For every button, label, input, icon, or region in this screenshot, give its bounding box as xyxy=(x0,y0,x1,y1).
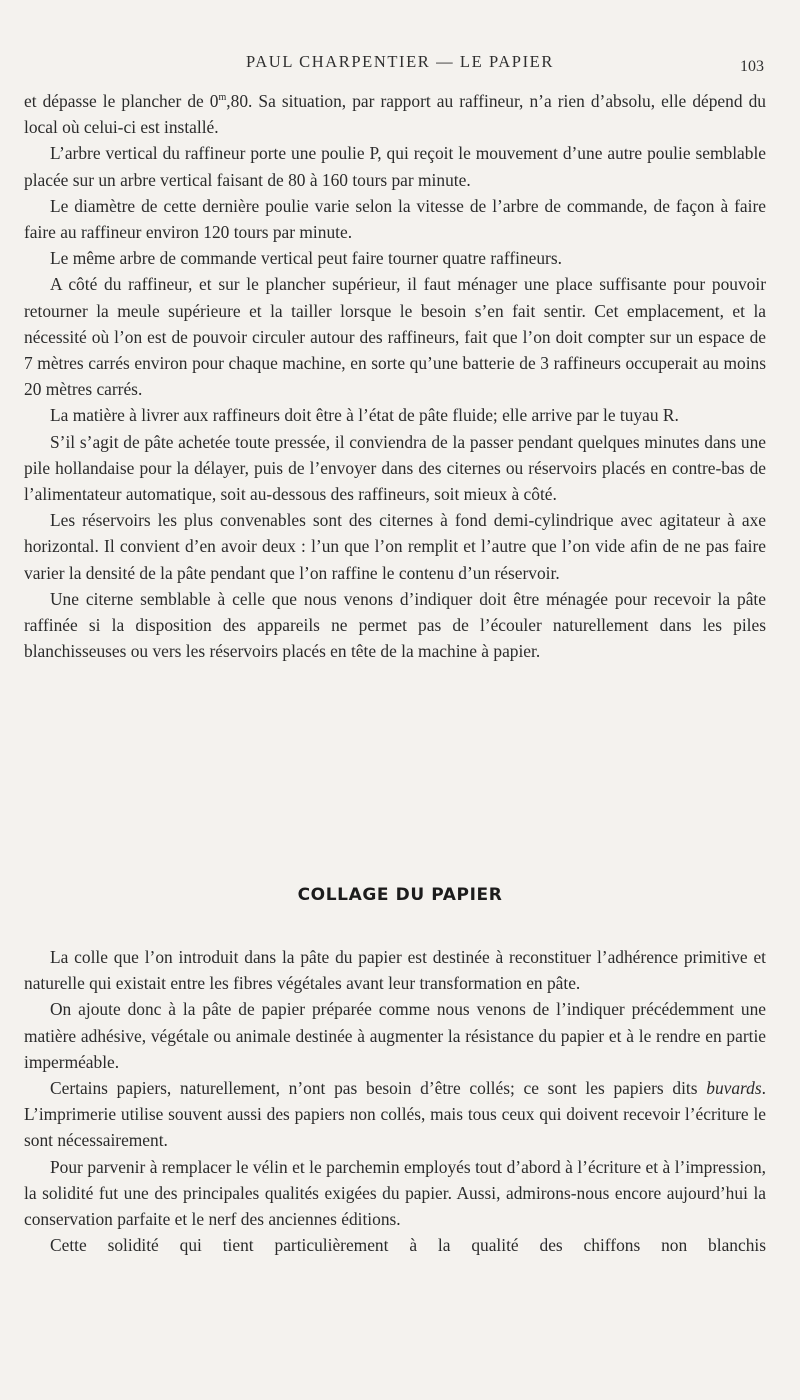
paragraph: A côté du raffineur, et sur le plancher supérieur, il faut ménager une place suffisante pour pouvoir retourner la meule supérieure et la tailler lorsque le besoin s’en fait sentir. Cet emplacement, et la nécessité où l’on est de pouvoir circuler autour des raffineurs, fait que l’on doit compter sur un espace de 7 mètres carrés environ pour chaque machine, en sorte qu’une batterie de 3 raffineurs occuperait au moins 20 mètres carrés. xyxy=(24,274,766,400)
paragraph: Cette solidité qui tient particulièrement à la qualité des chiffons non blanchis xyxy=(50,1235,766,1256)
paragraph: L’arbre vertical du raffineur porte une poulie P, qui reçoit le mouvement d’une autre poulie semblable placée sur un arbre vertical faisant de 80 à 160 tours par minute. xyxy=(24,143,766,190)
paragraph-text: ,80. Sa situation, par rapport au raffineur, n’a rien d’absolu, elle dépend du local où celui-ci est installé. xyxy=(24,91,766,138)
unit-superscript: m xyxy=(218,92,227,104)
paragraph: Les réservoirs les plus convenables sont des citernes à fond demi-cylindrique avec agitateur à axe horizontal. Il convient d’en avoir deux : l’un que l’on remplit et l’autre que l’on vide afin de ne pas faire varier la densité de la pâte pendant que l’on raffine le contenu d’un réservoir. xyxy=(24,510,766,583)
body-text-top xyxy=(24,88,766,664)
paragraph xyxy=(24,88,766,140)
paragraph: La matière à livrer aux raffineurs doit être à l’état de pâte fluide; elle arrive par le tuyau R. xyxy=(50,405,679,426)
paragraph-text: Certains papiers, naturellement, n’ont pas besoin d’être collés; ce sont les papiers dits xyxy=(50,1078,707,1099)
paragraph: Le diamètre de cette dernière poulie varie selon la vitesse de l’arbre de commande, de façon à faire faire au raffineur environ 120 tours par minute. xyxy=(24,195,766,243)
italic-term: buvards xyxy=(706,1078,762,1099)
paragraph: On ajoute donc à la pâte de papier préparée comme nous venons de l’indiquer précédemment une matière adhésive, végétale ou animale destinée à augmenter la résistance du papier et à le rendre en partie imperméable. xyxy=(24,999,766,1072)
page-header xyxy=(0,52,800,76)
paragraph: Le même arbre de commande vertical peut faire tourner quatre raffineurs. xyxy=(50,248,562,269)
paragraph-text: et dépasse le plancher de 0 xyxy=(24,91,219,111)
section-title: COLLAGE DU PAPIER xyxy=(297,885,503,905)
running-title: PAUL CHARPENTIER — LE PAPIER xyxy=(246,52,554,71)
paragraph: La colle que l’on introduit dans la pâte du papier est destinée à reconstituer l’adhérence primitive et naturelle qui existait entre les fibres végétales avant leur transformation en pâte. xyxy=(24,947,766,994)
paragraph: Une citerne semblable à celle que nous venons d’indiquer doit être ménagée pour recevoir la pâte raffinée si la disposition des appareils ne permet pas de l’écouler naturellement dans les piles blanchisseuses ou vers les réservoirs placés en tête de la machine à papier. xyxy=(24,588,766,662)
paragraph-text: . L’imprimerie utilise souvent aussi des papiers non collés, mais tous ceux qui doivent recevoir l’écriture le sont nécessairement. xyxy=(24,1078,766,1151)
paragraph: Pour parvenir à remplacer le vélin et le parchemin employés tout d’abord à l’écriture et à l’impression, la solidité fut une des principales qualités exigées du papier. Aussi, admirons-nous encore aujourd’hui la conservation parfaite et le nerf des anciennes éditions. xyxy=(24,1156,766,1230)
page-number: 103 xyxy=(740,58,764,75)
paragraph: S’il s’agit de pâte achetée toute pressée, il conviendra de la passer pendant quelques minutes dans une pile hollandaise pour la délayer, puis de l’envoyer dans des citernes ou réservoirs placés en contre-bas de l’alimentateur automatique, soit au-dessous des raffineurs, soit mieux à côté. xyxy=(24,431,766,505)
paragraph xyxy=(24,1075,766,1154)
body-text-bottom xyxy=(24,944,766,1258)
